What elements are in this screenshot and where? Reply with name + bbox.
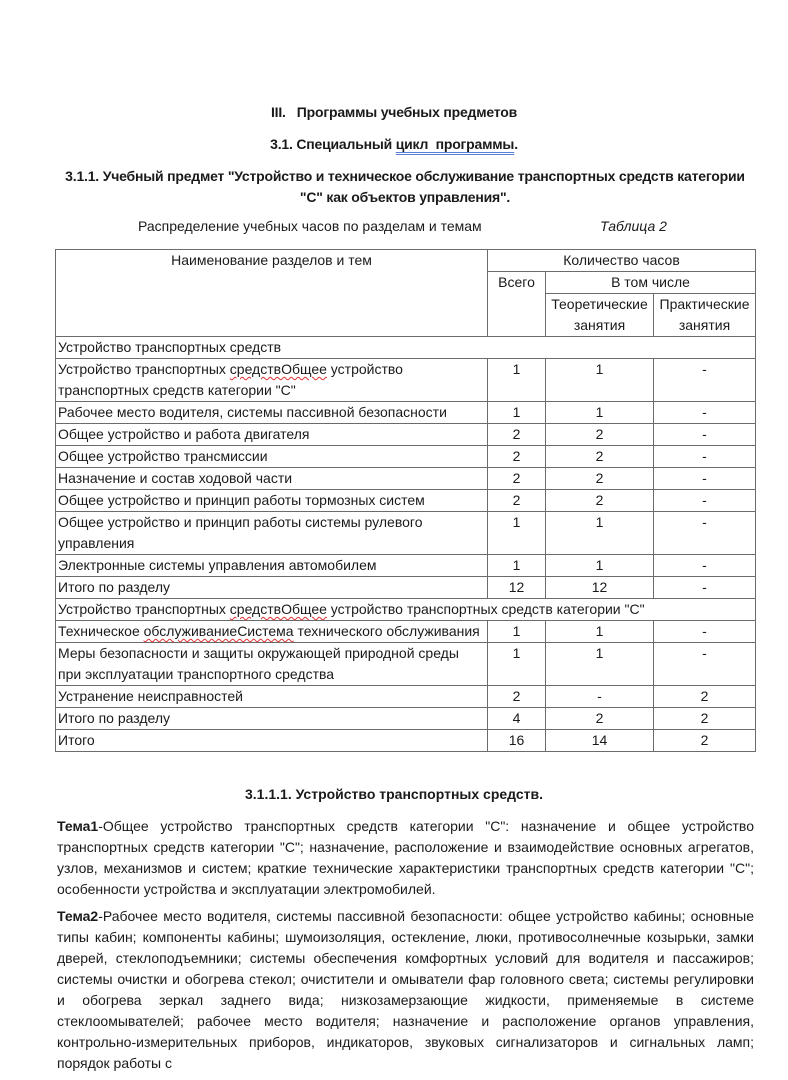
header-including: В том числе <box>546 272 756 294</box>
topic-name: Общее устройство и принцип работы тормозных систем <box>56 490 488 512</box>
topic-paragraph <box>57 816 754 900</box>
practice-hours: - <box>654 621 756 643</box>
theory-hours: 14 <box>546 730 654 752</box>
practice-hours: 2 <box>654 708 756 730</box>
section-title: Устройство транспортных средств <box>56 337 756 359</box>
cycle-heading-prefix: 3.1. Специальный <box>270 136 396 152</box>
section-title-part: устройство транспортных средств категории "С" <box>326 601 645 617</box>
hours-distribution-table <box>55 249 756 752</box>
topic-name <box>56 621 488 643</box>
spellcheck-flagged-word[interactable]: средствОбщее <box>229 601 327 617</box>
total-hours: 2 <box>488 446 546 468</box>
practice-hours: - <box>654 468 756 490</box>
theory-hours: 2 <box>546 468 654 490</box>
theory-hours: 2 <box>546 708 654 730</box>
total-hours: 2 <box>488 686 546 708</box>
section-title <box>56 599 756 621</box>
topic-label: Тема2 <box>57 908 99 924</box>
spellcheck-flagged-word[interactable]: обслуживаниеСистема <box>143 623 294 639</box>
section-row <box>56 337 756 359</box>
subject-heading: 3.1.1. Учебный предмет "Устройство и техническое обслуживание транспортных средств категории "С" как объектов управления". <box>65 168 745 205</box>
table-row <box>56 359 756 402</box>
theory-hours: 1 <box>546 402 654 424</box>
topic-name: Общее устройство трансмиссии <box>56 446 488 468</box>
topic-name: Устранение неисправностей <box>56 686 488 708</box>
table-row <box>56 402 756 424</box>
section-title-part: Устройство транспортных <box>58 601 230 617</box>
table-row <box>56 468 756 490</box>
theory-hours: 1 <box>546 621 654 643</box>
total-hours: 1 <box>488 359 546 402</box>
theory-hours: - <box>546 686 654 708</box>
topic-name: Электронные системы управления автомобилем <box>56 555 488 577</box>
table-row <box>56 686 756 708</box>
practice-hours: - <box>654 512 756 555</box>
practice-hours: - <box>654 446 756 468</box>
total-hours: 2 <box>488 490 546 512</box>
theory-hours: 1 <box>546 555 654 577</box>
header-practice: Практические занятия <box>654 294 756 337</box>
practice-hours: 2 <box>654 686 756 708</box>
topic-paragraph <box>57 906 754 1074</box>
subsection-heading: 3.1.1.1. Устройство транспортных средств. <box>245 786 543 802</box>
subtotal-row <box>56 577 756 599</box>
table-row <box>56 643 756 686</box>
practice-hours: - <box>654 402 756 424</box>
theory-hours: 2 <box>546 424 654 446</box>
topic-text: -Общее устройство транспортных средств категории "С": назначение и общее устройство транспортных средств категории "С"; назначение, расположение и взаимодействие основных агрегатов, узлов, механизмов и систем; краткие технические характеристики транспортных средств категории "С"; особенности устройства и эксплуатации электромобилей. <box>57 818 754 897</box>
total-hours: 1 <box>488 555 546 577</box>
practice-hours: - <box>654 359 756 402</box>
total-hours: 1 <box>488 621 546 643</box>
theory-hours: 2 <box>546 490 654 512</box>
topic-name: Общее устройство и работа двигателя <box>56 424 488 446</box>
practice-hours: - <box>654 555 756 577</box>
grammar-flagged-text[interactable]: цикл программы <box>395 136 515 152</box>
theory-hours: 2 <box>546 446 654 468</box>
total-hours: 12 <box>488 577 546 599</box>
header-hours: Количество часов <box>488 250 756 272</box>
table-caption: Распределение учебных часов по разделам и темам <box>138 218 482 234</box>
subtotal-label: Итого по разделу <box>56 577 488 599</box>
grand-total-row <box>56 730 756 752</box>
cycle-heading-suffix: . <box>514 136 518 152</box>
total-hours: 4 <box>488 708 546 730</box>
topic-name: Общее устройство и принцип работы системы рулевого управления <box>56 512 488 555</box>
topic-name <box>56 359 488 402</box>
table-number: Таблица 2 <box>600 218 667 234</box>
table-row <box>56 555 756 577</box>
theory-hours: 1 <box>546 512 654 555</box>
topic-text: -Рабочее место водителя, системы пассивной безопасности: общее устройство кабины; основные типы кабин; компоненты кабины; шумоизоляция, остекление, люки, противосолнечные козырьки, замки дверей, стеклоподъемники; системы обеспечения комфортных условий для водителя и пассажиров; системы очистки и обогрева стекол; очистители и омыватели фар головного света; системы регулировки и обогрева зеркал заднего вида; низкозамерзающие жидкости, применяемые в системе стеклоомывателей; рабочее место водителя; назначение и расположение органов управления, контрольно-измерительных приборов, индикаторов, звуковых сигнализаторов и сигнальных ламп; порядок работы с <box>57 908 754 1071</box>
practice-hours: - <box>654 577 756 599</box>
practice-hours: 2 <box>654 730 756 752</box>
table-row <box>56 490 756 512</box>
header-name: Наименование разделов и тем <box>56 250 488 337</box>
header-theory: Теоретические занятия <box>546 294 654 337</box>
total-hours: 1 <box>488 512 546 555</box>
table-row <box>56 424 756 446</box>
topic-name-part: Техническое <box>58 623 144 639</box>
table-row <box>56 446 756 468</box>
total-hours: 2 <box>488 468 546 490</box>
topic-name: Рабочее место водителя, системы пассивной безопасности <box>56 402 488 424</box>
theory-hours: 1 <box>546 359 654 402</box>
topic-name: Меры безопасности и защиты окружающей природной среды при эксплуатации транспортного средства <box>56 643 488 686</box>
topic-name-part: Устройство транспортных <box>58 361 230 377</box>
header-total: Всего <box>488 272 546 337</box>
cycle-heading <box>0 136 788 152</box>
table-row <box>56 512 756 555</box>
practice-hours: - <box>654 643 756 686</box>
section-heading: III. Программы учебных предметов <box>270 104 518 120</box>
topic-name: Назначение и состав ходовой части <box>56 468 488 490</box>
subtotal-label: Итого по разделу <box>56 708 488 730</box>
practice-hours: - <box>654 490 756 512</box>
topic-name-part: технического обслуживания <box>293 623 480 639</box>
total-hours: 1 <box>488 402 546 424</box>
total-hours: 1 <box>488 643 546 686</box>
topic-name-part: устройство транспортных средств категории "С" <box>58 361 407 398</box>
section-row <box>56 599 756 621</box>
topic-label: Тема1 <box>57 818 99 834</box>
theory-hours: 12 <box>546 577 654 599</box>
total-hours: 16 <box>488 730 546 752</box>
total-hours: 2 <box>488 424 546 446</box>
spellcheck-flagged-word[interactable]: средствОбщее <box>229 361 327 377</box>
table-row <box>56 621 756 643</box>
subtotal-row <box>56 708 756 730</box>
grand-total-label: Итого <box>56 730 488 752</box>
practice-hours: - <box>654 424 756 446</box>
theory-hours: 1 <box>546 643 654 686</box>
